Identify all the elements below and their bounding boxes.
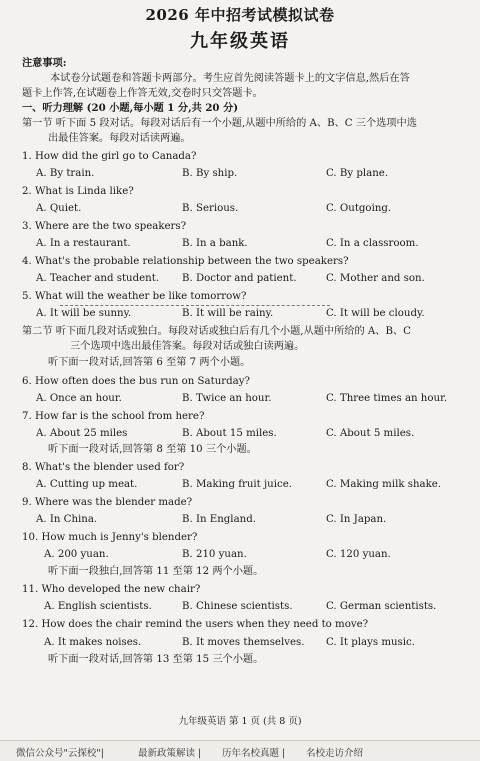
- question-9-option-b: B. In England.: [182, 514, 256, 525]
- question-6-option-b: B. Twice an hour.: [182, 393, 272, 404]
- exam-title: 2026 年中招考试模拟试卷: [145, 6, 335, 24]
- question-1-option-b: B. By ship.: [182, 168, 238, 179]
- question-2: 2. What is Linda like?: [22, 186, 134, 197]
- question-6-option-a: A. Once an hour.: [36, 393, 122, 404]
- question-7: 7. How far is the school from here?: [22, 411, 205, 422]
- question-4-option-c: C. Mother and son.: [326, 273, 425, 284]
- promo-past-papers: 历年名校真题 |: [222, 748, 286, 759]
- instruction-q8-q10: 听下面一段对话,回答第 8 至第 10 三个小题。: [48, 444, 257, 455]
- question-12-option-b: B. It moves themselves.: [182, 637, 305, 648]
- question-4-option-a: A. Teacher and student.: [36, 273, 160, 284]
- question-6: 6. How often does the bus run on Saturday?: [22, 376, 250, 387]
- question-11-option-c: C. German scientists.: [326, 601, 437, 612]
- promo-wechat: 微信公众号"云探校"|: [16, 748, 104, 759]
- question-3-option-c: C. In a classroom.: [326, 238, 419, 249]
- question-3: 3. Where are the two speakers?: [22, 221, 187, 232]
- question-1: 1. How did the girl go to Canada?: [22, 151, 197, 162]
- page-number: 九年级英语 第 1 页 (共 8 页): [178, 716, 302, 727]
- question-3-option-b: B. In a bank.: [182, 238, 248, 249]
- question-4: 4. What's the probable relationship between the two speakers?: [22, 256, 349, 267]
- question-7-option-c: C. About 5 miles.: [326, 428, 415, 439]
- promo-bar: [0, 740, 480, 761]
- question-5-option-c: C. It will be cloudy.: [326, 308, 425, 319]
- part2-instruction-2: 三个选项中选出最佳答案。每段对话或独白读两遍。: [70, 341, 305, 352]
- question-9-option-a: A. In China.: [36, 514, 98, 525]
- question-8-option-c: C. Making milk shake.: [326, 479, 442, 490]
- notice-line-2: 题卡上作答,在试题卷上作答无效,交卷时只交答题卡。: [22, 88, 263, 99]
- question-1-option-c: C. By plane.: [326, 168, 389, 179]
- part2-instruction-1: 第二节 听下面几段对话或独白。每段对话或独白后有几个小题,从题中所给的 A、B、C: [22, 326, 411, 337]
- question-2-option-a: A. Quiet.: [36, 203, 82, 214]
- question-1-option-a: A. By train.: [36, 168, 95, 179]
- question-9-option-c: C. In Japan.: [326, 514, 387, 525]
- question-5: 5. What will the weather be like tomorrow?: [22, 291, 247, 302]
- question-8-option-b: B. Making fruit juice.: [182, 479, 292, 490]
- question-3-option-a: A. In a restaurant.: [36, 238, 131, 249]
- notice-label: 注意事项:: [22, 57, 67, 69]
- question-9: 9. Where was the blender made?: [22, 497, 193, 508]
- instruction-q13-q15: 听下面一段对话,回答第 13 至第 15 三个小题。: [48, 654, 264, 665]
- question-8-option-a: A. Cutting up meat.: [36, 479, 138, 490]
- question-5-option-b: B. It will be rainy.: [182, 308, 274, 319]
- question-4-option-b: B. Doctor and patient.: [182, 273, 297, 284]
- instruction-q6-q7: 听下面一段对话,回答第 6 至第 7 两个小题。: [48, 357, 251, 368]
- notice-line-1: 本试卷分试题卷和答题卡两部分。考生应首先阅读答题卡上的文字信息,然后在答: [50, 73, 410, 84]
- question-10-option-a: A. 200 yuan.: [44, 549, 109, 560]
- part1-instruction-2: 出最佳答案。每段对话读两遍。: [48, 133, 191, 144]
- question-10-option-b: B. 210 yuan.: [182, 549, 247, 560]
- question-12-option-c: C. It plays music.: [326, 637, 415, 648]
- promo-policy: 最新政策解读 |: [138, 748, 202, 759]
- question-5-option-a: A. It will be sunny.: [36, 308, 132, 319]
- exam-subject: 九年级英语: [190, 31, 290, 52]
- question-11: 11. Who developed the new chair?: [22, 584, 201, 595]
- question-10: 10. How much is Jenny's blender?: [22, 532, 198, 543]
- question-7-option-b: B. About 15 miles.: [182, 428, 277, 439]
- question-12: 12. How does the chair remind the users when they need to move?: [22, 619, 369, 630]
- question-7-option-a: A. About 25 miles: [36, 428, 128, 439]
- question-6-option-c: C. Three times an hour.: [326, 393, 448, 404]
- question-8: 8. What's the blender used for?: [22, 462, 185, 473]
- question-2-option-c: C. Outgoing.: [326, 203, 392, 214]
- question-2-option-b: B. Serious.: [182, 203, 239, 214]
- section-heading: 一、听力理解 (20 小题,每小题 1 分,共 20 分): [22, 102, 239, 114]
- question-12-option-a: A. It makes noises.: [44, 637, 142, 648]
- promo-school-visits: 名校走访介绍: [306, 748, 364, 759]
- question-11-option-b: B. Chinese scientists.: [182, 601, 293, 612]
- instruction-q11-q12: 听下面一段独白,回答第 11 至第 12 两个小题。: [48, 566, 264, 577]
- question-10-option-c: C. 120 yuan.: [326, 549, 391, 560]
- question-11-option-a: A. English scientists.: [44, 601, 152, 612]
- part1-instruction-1: 第一节 听下面 5 段对话。每段对话后有一个小题,从题中所给的 A、B、C 三个选项中选: [22, 118, 417, 129]
- scan-artifact-dash: [60, 305, 330, 306]
